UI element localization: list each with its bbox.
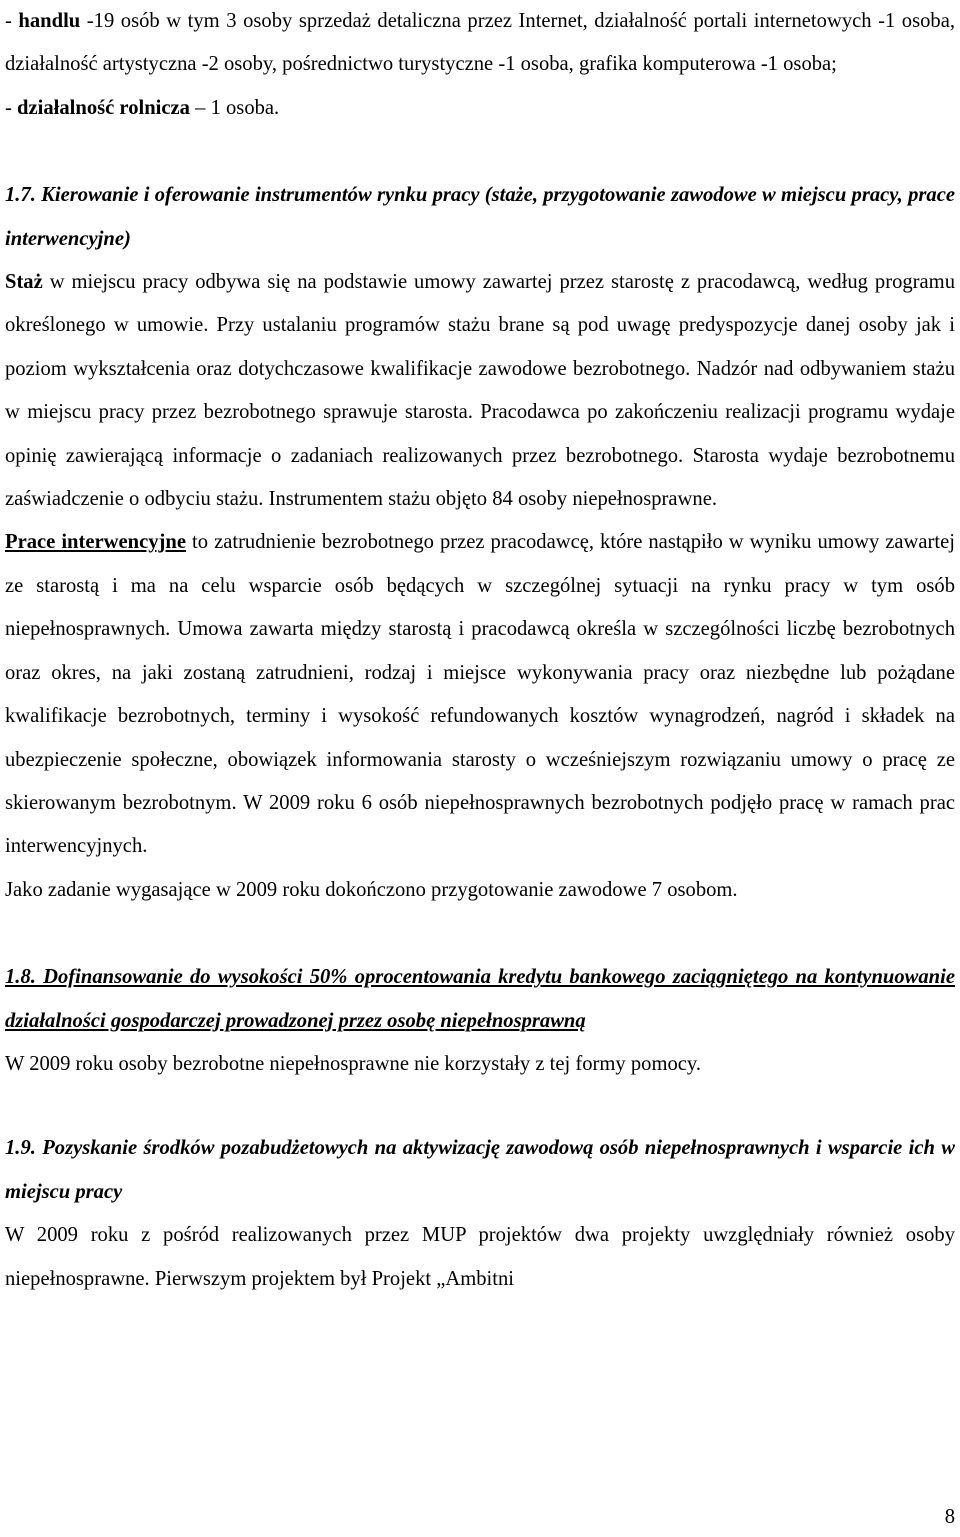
section-1-9-heading: 1.9. Pozyskanie środków pozabudżetowych na aktywizację zawodową osób niepełnosprawnych i wsparcie ich w miejscu pracy bbox=[5, 1137, 955, 1203]
list-dash: - bbox=[5, 10, 19, 32]
prace-term: Prace interwencyjne bbox=[5, 531, 186, 554]
intro-rolnicza-text: – 1 osoba. bbox=[189, 96, 280, 119]
page-number: 8 bbox=[944, 1506, 955, 1528]
section-1-8-heading: 1.8. Dofinansowanie do wysokości 50% oprocentowania kredytu bankowego zaciągniętego na kontynuowanie działalności gospodarczej prowadzonej przez osobę niepełnosprawną bbox=[5, 966, 955, 1032]
spacer bbox=[5, 1086, 955, 1127]
list-dash: - bbox=[5, 96, 18, 119]
section-1-7-prace-paragraph bbox=[5, 521, 955, 868]
spacer bbox=[5, 912, 955, 956]
intro-item-rolnicza bbox=[5, 87, 955, 130]
intro-handlu-text: -19 osób w tym 3 osoby sprzedaż detaliczna przez Internet, działalność portali internetowych -1 osoba, działalność artystyczna -2 osoby, pośrednictwo turystyczne -1 osoba, grafika komputerowa -1 osoba; bbox=[5, 10, 955, 76]
section-1-8-paragraph: W 2009 roku osoby bezrobotne niepełnosprawne nie korzystały z tej formy pomocy. bbox=[5, 1052, 702, 1075]
intro-rolnicza-bold: działalność rolnicza bbox=[17, 96, 190, 119]
prace-text: to zatrudnienie bezrobotnego przez pracodawcę, które nastąpiło w wyniku umowy zawartej ze starostą i ma na celu wsparcie osób będących w szczególnej sytuacji na rynku pracy w tym osób niepełnosprawnych. Umowa zawarta między starostą i pracodawcą określa w szczególności liczbę bezrobotnych oraz okres, na jaki zostaną zatrudnieni, rodzaj i miejsce wykonywania pracy oraz niezbędne lub pożądane kwalifikacje bezrobotnych, terminy i wysokość refundowanych kosztów wynagrodzeń, nagród i składek na ubezpieczenie społeczne, obowiązek informowania starosty o wcześniejszym rozwiązaniu umowy o pracę ze skierowanym bezrobotnym. W 2009 roku 6 osób niepełnosprawnych bezrobotnych podjęło pracę w ramach prac interwencyjnych. bbox=[5, 531, 955, 858]
intro-item-handlu bbox=[5, 0, 955, 87]
spacer bbox=[5, 130, 955, 174]
staz-text: w miejscu pracy odbywa się na podstawie umowy zawartej przez starostę z pracodawcą, według programu określonego w umowie. Przy ustalaniu programów stażu brane są pod uwagę predyspozycje danej osoby jak i poziom wykształcenia oraz dotychczasowe kwalifikacje zawodowe bezrobotnego. Nadzór nad odbywaniem stażu w miejscu pracy przez bezrobotnego sprawuje starosta. Pracodawca po zakończeniu realizacji programu wydaje opinię zawierającą informacje o zadaniach realizowanych przez bezrobotnego. Starosta wydaje bezrobotnemu zaświadczenie o odbyciu stażu. Instrumentem stażu objęto 84 osoby niepełnosprawne. bbox=[5, 271, 955, 511]
section-1-7-heading: 1.7. Kierowanie i oferowanie instrumentów rynku pracy (staże, przygotowanie zawodowe w miejscu pracy, prace interwencyjne) bbox=[5, 184, 955, 250]
intro-handlu-bold: handlu bbox=[18, 10, 81, 32]
staz-term: Staż bbox=[5, 271, 43, 294]
document-page bbox=[5, 0, 955, 1301]
section-1-7-staz-paragraph bbox=[5, 261, 955, 521]
section-1-9-paragraph: W 2009 roku z pośród realizowanych przez MUP projektów dwa projekty uwzględniały również osoby niepełnosprawne. Pierwszym projektem był Projekt „Ambitni bbox=[5, 1224, 955, 1290]
section-1-7-closing-paragraph: Jako zadanie wygasające w 2009 roku dokończono przygotowanie zawodowe 7 osobom. bbox=[5, 878, 738, 901]
